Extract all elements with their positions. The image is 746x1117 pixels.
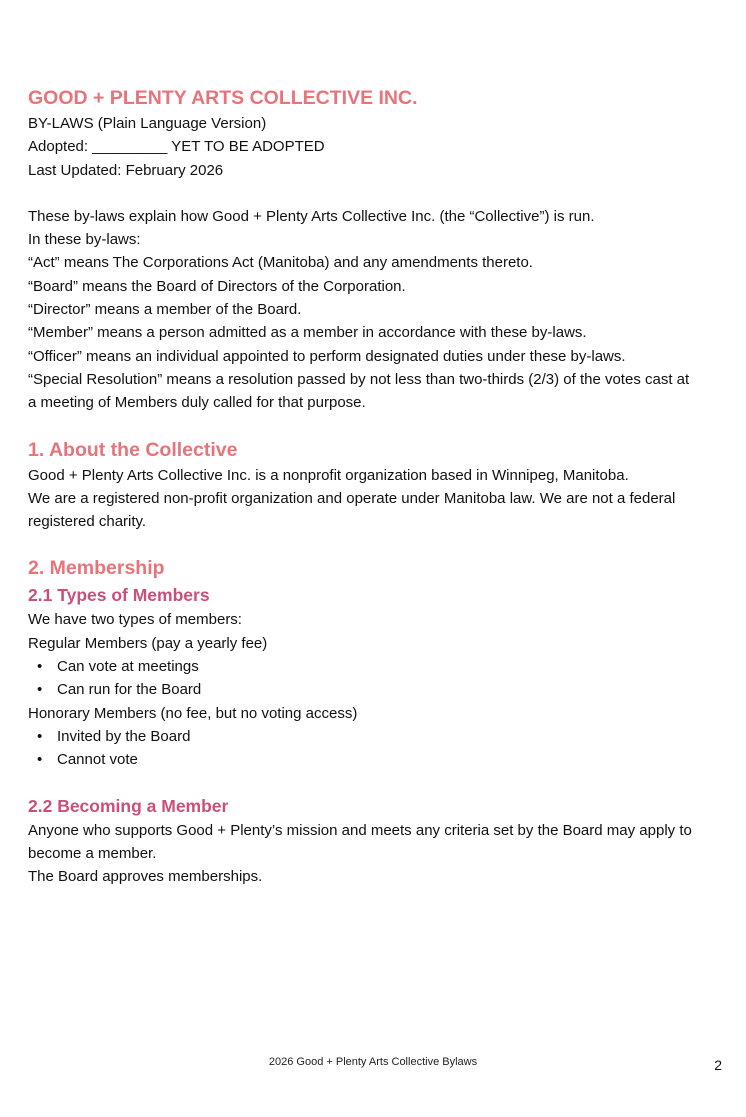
organization-title: GOOD + PLENTY ARTS COLLECTIVE INC. — [28, 87, 418, 109]
regular-members-list — [28, 655, 723, 702]
regular-members-label: Regular Members (pay a yearly fee) — [28, 634, 268, 652]
subsection-heading-types: 2.1 Types of Members — [28, 585, 210, 606]
intro-line: In these by-laws: — [28, 231, 141, 249]
list-item-text: Invited by the Board — [57, 727, 191, 745]
spacer — [28, 533, 723, 554]
page-footer: 2026 Good + Plenty Arts Collective Bylaws — [268, 1056, 478, 1068]
spacer — [28, 415, 723, 436]
section-text: We have two types of members: — [28, 611, 242, 629]
definition-special-resolution: “Special Resolution” means a resolution passed by not less than two-thirds (2/3) of the votes cast at — [28, 370, 690, 388]
bullet-icon: • — [37, 681, 43, 699]
bullet-icon: • — [37, 727, 43, 745]
section-text: Good + Plenty Arts Collective Inc. is a nonprofit organization based in Winnipeg, Manitoba. — [28, 466, 629, 484]
intro-line: These by-laws explain how Good + Plenty Arts Collective Inc. (the “Collective”) is run. — [28, 207, 595, 225]
section-heading-membership: 2. Membership — [28, 557, 165, 580]
section-heading-about: 1. About the Collective — [28, 438, 238, 461]
spacer — [28, 772, 723, 793]
definition-act: “Act” means The Corporations Act (Manitoba) and any amendments thereto. — [28, 254, 533, 272]
honorary-members-label: Honorary Members (no fee, but no voting access) — [28, 704, 358, 722]
document-type: BY-LAWS (Plain Language Version) — [28, 115, 267, 132]
section-text: registered charity. — [28, 513, 147, 531]
subsection-heading-becoming: 2.2 Becoming a Member — [28, 795, 229, 816]
list-item-text: Can vote at meetings — [57, 658, 199, 676]
honorary-members-list — [28, 725, 723, 772]
section-text: become a member. — [28, 844, 157, 862]
definition-member: “Member” means a person admitted as a member in accordance with these by-laws. — [28, 324, 587, 342]
section-text: Anyone who supports Good + Plenty’s mission and meets any criteria set by the Board may apply to — [28, 821, 692, 839]
document-page — [28, 84, 723, 888]
list-item — [28, 725, 723, 748]
intro-definitions — [28, 205, 723, 415]
definition-director: “Director” means a member of the Board. — [28, 301, 302, 319]
bullet-icon: • — [37, 658, 43, 676]
section-text: We are a registered non-profit organization and operate under Manitoba law. We are not a federal — [28, 489, 676, 507]
list-item — [28, 748, 723, 771]
definition-board: “Board” means the Board of Directors of the Corporation. — [28, 277, 406, 295]
list-item-text: Can run for the Board — [57, 681, 202, 699]
definition-special-resolution-cont: a meeting of Members duly called for that purpose. — [28, 394, 366, 412]
adopted-line: Adopted: _________ YET TO BE ADOPTED — [28, 138, 325, 156]
last-updated-line: Last Updated: February 2026 — [28, 161, 224, 179]
list-item — [28, 655, 723, 678]
list-item — [28, 678, 723, 701]
bullet-icon: • — [37, 751, 43, 769]
list-item-text: Cannot vote — [57, 751, 138, 769]
definition-officer: “Officer” means an individual appointed to perform designated duties under these by-laws. — [28, 347, 626, 365]
section-text: The Board approves memberships. — [28, 868, 263, 886]
spacer — [28, 182, 723, 205]
page-number: 2 — [714, 1057, 722, 1073]
